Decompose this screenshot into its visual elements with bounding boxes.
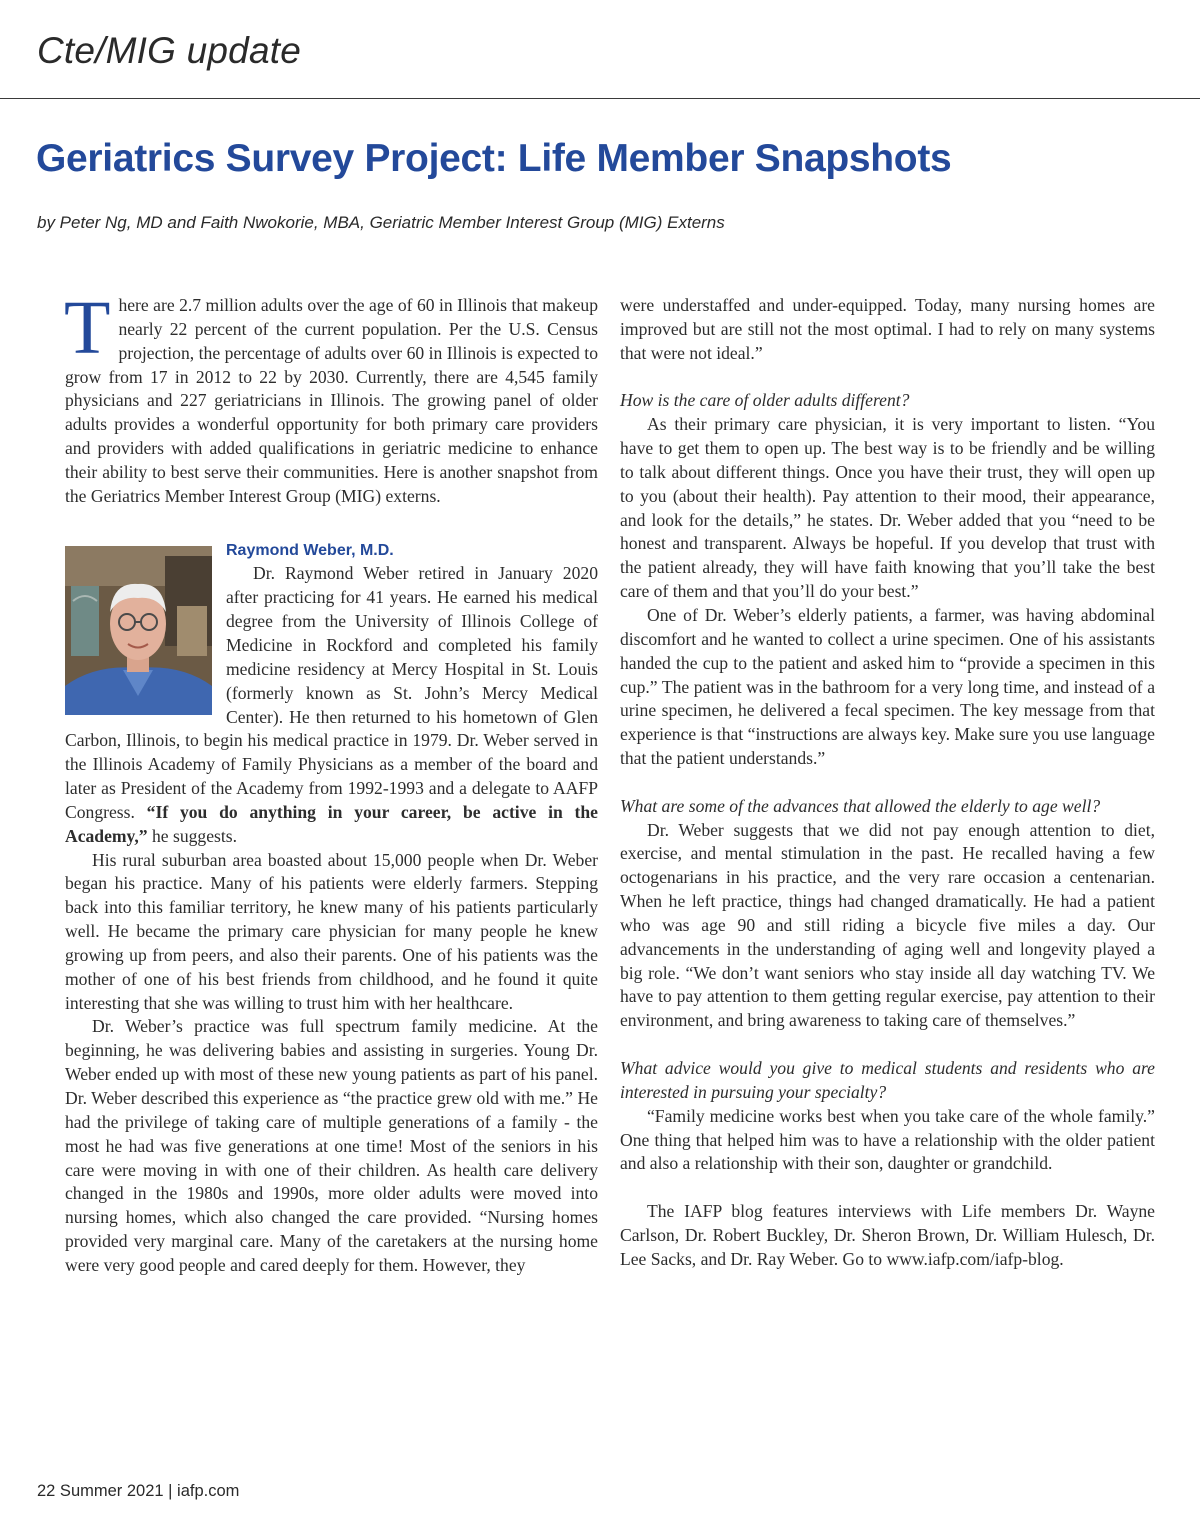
header-divider bbox=[0, 98, 1200, 99]
spacer bbox=[620, 366, 1155, 390]
page-footer: 22 Summer 2021 | iafp.com bbox=[37, 1482, 240, 1500]
article-byline: by Peter Ng, MD and Faith Nwokorie, MBA, Geriatric Member Interest Group (MIG) Externs bbox=[37, 213, 725, 232]
body-paragraph: As their primary care physician, it is very important to listen. “You have to get them to open up. The best way is to be friendly and be willing to talk about different things. Once you have their trust, they will open up to you (about their health). Pay attention to their mood, their appearance, and look for the details,” he states. Dr. Weber added that you “need to be honest and transparent. Always be hopeful. If you develop that trust with the patient already, they will have faith knowing that you’ll take the best care of them and that you’ll do your best.” bbox=[620, 414, 1155, 602]
question-heading: What advice would you give to medical students and residents who are interested in pursuing your specialty? bbox=[620, 1058, 1155, 1102]
drop-cap: T bbox=[64, 286, 111, 370]
body-paragraph: Dr. Weber’s practice was full spectrum family medicine. At the beginning, he was delivering babies and assisting in surgeries. Young Dr. Weber ended up with most of these new young patients as part of his panel. Dr. Weber described this experience as “the practice grew old with me.” He had the privilege of taking care of multiple generations of a family - the most he had was five generations at one time! Most of the seniors in his care were moving in with one of their children. As health care delivery changed in the 1980s and 1990s, more older adults were moved into nursing homes, which also changed the care provided. “Nursing homes provided very marginal care. Many of the caretakers at the nursing home were very good people and cared deeply for them. However, they bbox=[65, 1016, 598, 1275]
intro-text: here are 2.7 million adults over the age of 60 in Illinois that makeup nearly 22 percent of the current population. Per the U.S. Census projection, the percentage of adults over 60 in Illinois is expected to grow from 17 in 2012 to 22 by 2030. Currently, there are 4,545 family physicians and 227 geriatricians in Illinois. The growing panel of older adults provides a wonderful opportunity for both primary care providers and providers with added qualifications in geriatric medicine to enhance their ability to best serve their communities. Here is another snapshot from the Geriatrics Member Interest Group (MIG) externs. bbox=[65, 295, 598, 506]
closing-paragraph: The IAFP blog features interviews with Life members Dr. Wayne Carlson, Dr. Robert Buckley, Dr. Sheron Brown, Dr. William Hulesch, Dr. Lee Sacks, and Dr. Ray Weber. Go to www.iafp.com/iafp-blog. bbox=[620, 1201, 1155, 1269]
body-paragraph: His rural suburban area boasted about 15,000 people when Dr. Weber began his practice. Many of his patients were elderly farmers. Stepping back into this familiar territory, he knew many of his patients particularly well. He became the primary care physician for many people he knew growing up from peers, and also their parents. One of his patients was the mother of one of his best friends from childhood, and he found it quite interesting that she was willing to trust him with her healthcare. bbox=[65, 849, 598, 1013]
portrait-photo bbox=[65, 546, 212, 715]
paragraph-text: he suggests. bbox=[147, 825, 238, 846]
spacer bbox=[620, 1176, 1155, 1200]
profile-name: Raymond Weber, M.D. bbox=[226, 541, 394, 559]
pull-quote: “If you do anything in your career, be active in the Academy,” bbox=[65, 801, 598, 846]
paragraph-text: Dr. Raymond Weber retired in January 2020 after practicing for 41 years. He earned his medical degree from the University of Illinois College of Medicine in Rockford and completed his family medicine residency at Mercy Hospital in St. Louis (formerly known as St. John’s Mercy Medical Center). He then returned to his hometown of Glen Carbon, Illinois, to begin his medical practice in 1979. Dr. Weber served in the Illinois Academy of Family Physicians as a member of the board and later as President of the Academy from 1992-1993 and a delegate to AAFP Congress. bbox=[65, 563, 598, 822]
question-heading: How is the care of older adults different? bbox=[620, 390, 910, 411]
right-column bbox=[620, 294, 1155, 1272]
spacer bbox=[65, 509, 598, 539]
body-paragraph: “Family medicine works best when you take care of the whole family.” One thing that helped him was to have a relationship with the older patient and also a relationship with their son, daughter or grandchild. bbox=[620, 1105, 1155, 1174]
spacer bbox=[620, 1033, 1155, 1057]
section-label: Cte/MIG update bbox=[37, 30, 301, 71]
body-paragraph: One of Dr. Weber’s elderly patients, a farmer, was having abdominal discomfort and he wanted to collect a urine specimen. One of his assistants handed the cup to the patient and asked him to “provide a specimen in this cup.” The patient was in the bathroom for a very long time, and instead of a urine specimen, he delivered a fecal specimen. The key message from that experience is that “instructions are always key. Make sure you use language that the patient understands.” bbox=[620, 604, 1155, 769]
spacer bbox=[620, 771, 1155, 795]
body-paragraph: were understaffed and under-equipped. Today, many nursing homes are improved but are still not the most optimal. I had to rely on many systems that were not ideal.” bbox=[620, 295, 1155, 363]
intro-paragraph bbox=[64, 286, 598, 509]
question-heading: What are some of the advances that allowed the elderly to age well? bbox=[620, 795, 1101, 816]
article-title: Geriatrics Survey Project: Life Member Snapshots bbox=[36, 137, 952, 180]
body-paragraph: Dr. Weber suggests that we did not pay enough attention to diet, exercise, and mental stimulation in the past. He recalled having a few octogenarians in his practice, and the very rare occasion a centenarian. When he left practice, things had changed dramatically. He had a patient who was age 90 and still riding a bicycle five miles a day. Our advancements in the understanding of aging well and longevity played a big role. “We don’t want seniors who stay inside all day watching TV. We have to pay attention to them getting regular exercise, pay attention to their environment, and bring awareness to taking care of themselves.” bbox=[620, 819, 1155, 1031]
left-column bbox=[64, 286, 598, 1278]
